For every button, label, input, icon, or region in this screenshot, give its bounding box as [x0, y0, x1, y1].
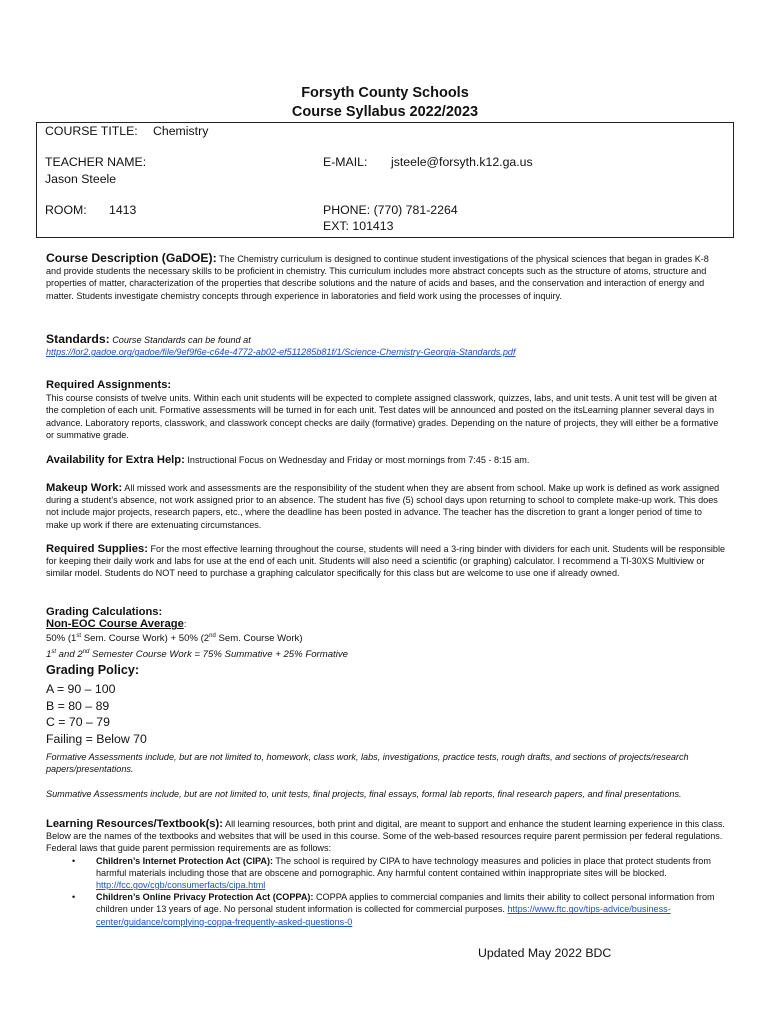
course-info-box [36, 122, 734, 238]
calc-sup1: st [76, 633, 82, 640]
cipa-text: The school is required by CIPA to have technology measures and policies in place that protect students from harmful materials including those that are obscene and pornographic. Any harmful content contained within inappropriate sites will be blocked. [96, 855, 711, 878]
room-label: ROOM: [45, 203, 87, 217]
course-description-text: The Chemistry curriculum is designed to continue student investigations of the physical sciences that began in grades K-8 and provide students the necessary skills to be proficient in chemistry. This curriculum includes more abstract concepts such as the structure of atoms, structure and properties of matter, characterization of the properties that describe solutions and the nature of acids and bases, and the conservation and interaction of energy and matter. Students investigate chemistry concepts through experience in laboratories and field work using the processes of inquiry. [46, 254, 709, 301]
room-value: 1413 [109, 203, 137, 217]
grade-a: A = 90 – 100 [46, 682, 116, 696]
grading-scale [46, 681, 147, 747]
extra-help [46, 454, 726, 466]
calc-line2-c: Semester Course Work = 75% Summative + 25% Formative [89, 648, 348, 660]
calc-line1-b: Sem. Course Work) + 50% (2 [81, 633, 210, 645]
required-supplies [46, 543, 726, 580]
email-value: jsteele@forsyth.k12.ga.us [391, 155, 533, 169]
grading-calculations-heading: Grading Calculations: [46, 606, 163, 618]
phone-value: PHONE: (770) 781-2264 [323, 203, 458, 217]
teacher-value: Jason Steele [45, 172, 117, 186]
grading-policy-heading-wrap [46, 664, 726, 677]
course-description-heading: Course Description (GaDOE): [46, 251, 217, 265]
calc-line2-b: and 2 [56, 648, 83, 660]
email-label: E-MAIL: [323, 155, 368, 169]
coppa-text: COPPA applies to commercial companies and limits their ability to collect personal information from children under 13 years of age. No personal student information is collected for commercial purposes. [96, 892, 715, 915]
coppa-title: Children’s Online Privacy Protection Act (COPPA): [96, 892, 314, 903]
course-title-label: COURSE TITLE: [45, 124, 138, 138]
makeup-work-heading: Makeup Work: [46, 482, 123, 494]
list-item [72, 855, 726, 892]
formative-note: Formative Assessments include, but are not limited to, homework, class work, labs, investigations, practice tests, rough drafts, and sections of projects/research papers/presentations. [46, 752, 689, 775]
teacher-label: TEACHER NAME: [45, 155, 147, 169]
ext-value: EXT: 101413 [323, 219, 394, 233]
list-item [72, 891, 726, 928]
non-eoc-colon: : [183, 619, 187, 630]
summative-note: Summative Assessments include, but are not limited to, unit tests, final projects, final essays, formal lab reports, final research papers, and final presentations. [46, 789, 682, 799]
makeup-work-text: All missed work and assessments are the responsibility of the student when they are absent from school. Make up work is defined as work assigned during a student’s absence, not work assigned prior to an absence. The student has five (5) school days upon returning to school to complete make-up work. This does not include major projects, research papers, etc., where the deadline has been posted in advance. The teacher has the discretion to grant a longer period of time to make up work if there are extenuating circumstances. [46, 483, 720, 530]
district-title: Forsyth County Schools [301, 85, 469, 101]
bullet-icon: • [72, 892, 76, 903]
calc-line1-a: 50% (1 [46, 633, 77, 645]
required-supplies-text: For the most effective learning throughout the course, students will need a 3-ring binder with dividers for each unit. Students will be responsible for keeping their daily work and labs for use at the end of each unit. Students will also need a scientific (or graphing) calculator. I recommend a TI-30XS Multiview or similar model. Students do NOT need to purchase a graphing calculator specifically for this class but are welcome to use one if already owned. [46, 544, 726, 579]
standards-heading: Standards: [46, 332, 110, 346]
learning-resources [46, 818, 726, 928]
grading-policy-heading: Grading Policy: [46, 663, 140, 677]
standards-text: Course Standards can be found at [112, 335, 251, 345]
calc-line1-c: Sem. Course Work) [215, 633, 303, 645]
calc-line2-a: 1 [46, 648, 52, 660]
grading-calculations [46, 606, 726, 661]
course-description [46, 252, 726, 302]
learning-resources-heading: Learning Resources/Textbook(s): [46, 818, 223, 830]
required-assignments [46, 379, 726, 441]
makeup-work [46, 482, 726, 531]
syllabus-title: Course Syllabus 2022/2023 [291, 104, 479, 120]
extra-help-text: Instructional Focus on Wednesday and Friday or most mornings from 7:45 - 8:15 am. [187, 455, 530, 465]
required-assignments-heading: Required Assignments: [46, 379, 172, 391]
cipa-link[interactable]: http://fcc.gov/cgb/consumerfacts/cipa.html [96, 880, 266, 891]
learning-resources-text: All learning resources, both print and digital, are meant to support and enhance the student learning experience in this class. Below are the names of the textbooks and websites that will be used in this course. Some of the web-based resources require parent permission per federal regulations. Federal laws that guide parent permission requirements are as follows: [46, 819, 725, 854]
federal-laws-list [46, 855, 726, 928]
standards-section [46, 333, 726, 358]
extra-help-heading: Availability for Extra Help: [46, 454, 185, 466]
calc-sup4: nd [82, 648, 90, 655]
calc-sup2: nd [209, 633, 216, 640]
bullet-icon: • [72, 855, 76, 866]
footer-updated: Updated May 2022 BDC [478, 946, 612, 960]
standards-link[interactable]: https://lor2.gadoe.org/gadoe/file/9ef9f6e-c64e-4772-ab02-ef511285b81f/1/Science-Chemistry-Georgia-Standards.pdf [46, 347, 516, 358]
coppa-link[interactable]: https://www.ftc.gov/tips-advice/business-center/guidance/complying-coppa-frequently-asked-questions-0 [96, 904, 671, 927]
grade-b: B = 80 – 89 [46, 698, 110, 713]
calc-sup3: st [51, 648, 57, 655]
required-supplies-heading: Required Supplies: [46, 543, 148, 555]
non-eoc-heading: Non-EOC Course Average [46, 618, 184, 631]
grade-c: C = 70 – 79 [46, 715, 110, 729]
course-title-value: Chemistry [153, 124, 209, 138]
required-assignments-text: This course consists of twelve units. Within each unit students will be expected to complete assigned classwork, quizzes, labs, and unit tests. A unit test will be given at the completion of each unit. Formative assessments will be turned in for each unit. Test dates will be announced and posted on the itsLearning planner several days in advance. Laboratory reports, classwork, and classwork concept checks are daily (formative) grades. Depending on the nature of projects, they will either be a formative or summative grade. [46, 393, 719, 440]
cipa-title: Children’s Internet Protection Act (CIPA): [96, 855, 273, 866]
grade-failing: Failing = Below 70 [46, 731, 147, 746]
